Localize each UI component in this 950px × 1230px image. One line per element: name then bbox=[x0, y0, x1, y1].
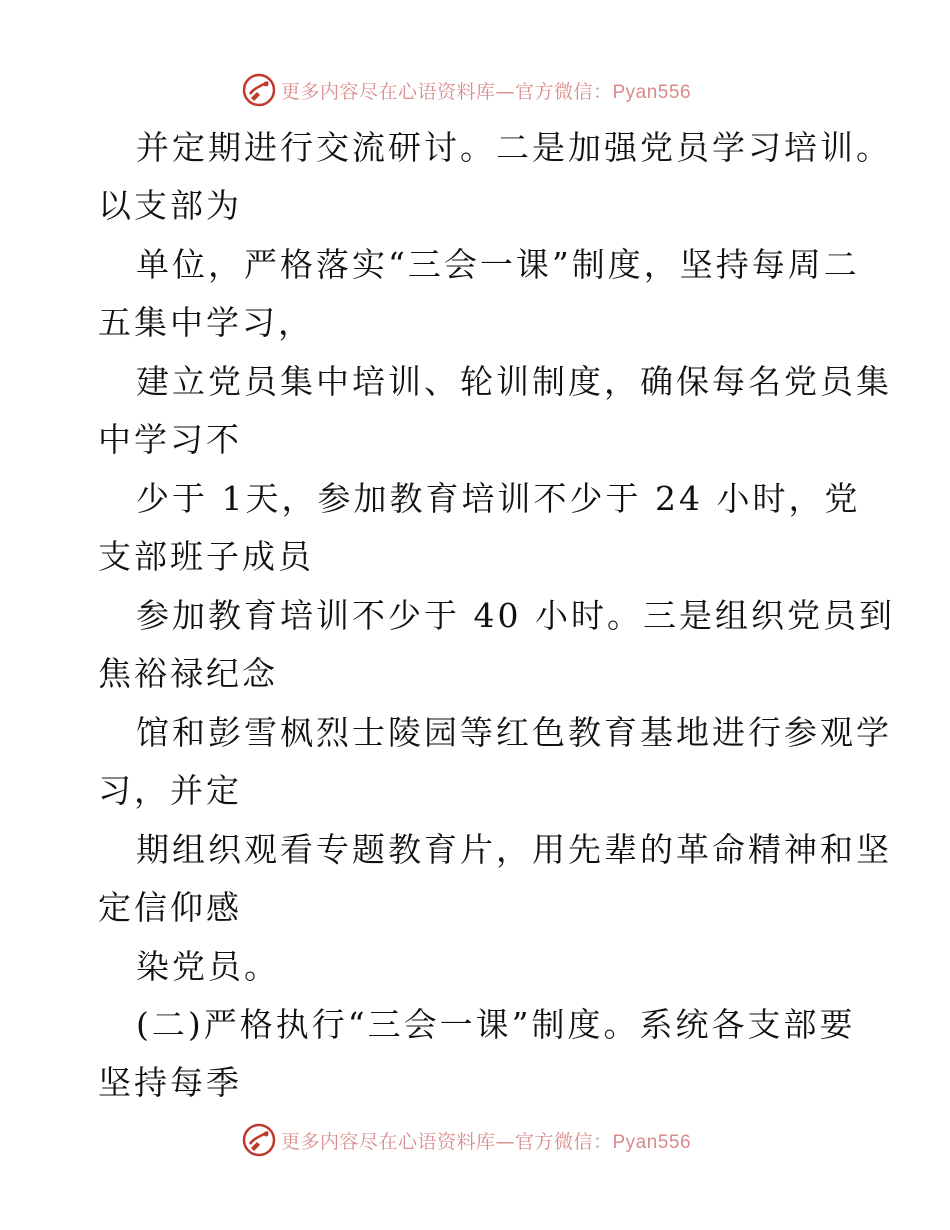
paragraph-line: 参加教育培训不少于 40 小时。三是组织党员到 bbox=[136, 596, 895, 635]
paragraph-line: 建立党员集中培训、轮训制度，确保每名党员集 bbox=[136, 362, 892, 401]
paragraph-line: 少于 1天，参加教育培训不少于 24 小时，党 bbox=[136, 479, 861, 518]
paragraph-line: 中学习不 bbox=[98, 420, 242, 459]
paragraph-line: 并定期进行交流研讨。二是加强党员学习培训。 bbox=[136, 128, 892, 167]
paragraph-line: 馆和彭雪枫烈士陵园等红色教育基地进行参观学 bbox=[136, 713, 892, 752]
paragraph-line: 焦裕禄纪念 bbox=[98, 654, 278, 693]
paragraph-line: 坚持每季 bbox=[98, 1063, 242, 1102]
paragraph-line: 支部班子成员 bbox=[98, 537, 314, 576]
footer-watermark bbox=[0, 1120, 950, 1160]
paragraph-line: 定信仰感 bbox=[98, 888, 242, 927]
paragraph-line: (二)严格执行“三会一课”制度。系统各支部要 bbox=[136, 1005, 856, 1044]
book-pen-logo-icon bbox=[241, 72, 277, 108]
paragraph-line: 期组织观看专题教育片，用先辈的革命精神和坚 bbox=[136, 830, 892, 869]
paragraph-line: 五集中学习， bbox=[98, 303, 314, 342]
book-pen-logo-icon bbox=[241, 1122, 277, 1158]
header-watermark bbox=[0, 70, 950, 110]
paragraph-line: 以支部为 bbox=[98, 186, 242, 225]
watermark-text: 更多内容尽在心语资料库—官方微信：Pyan556 bbox=[280, 80, 692, 103]
paragraph-line: 染党员。 bbox=[136, 947, 280, 986]
watermark-text: 更多内容尽在心语资料库—官方微信：Pyan556 bbox=[280, 1130, 692, 1153]
paragraph-line: 习，并定 bbox=[98, 771, 242, 810]
paragraph-line: 单位，严格落实“三会一课”制度，坚持每周二 bbox=[136, 245, 860, 284]
